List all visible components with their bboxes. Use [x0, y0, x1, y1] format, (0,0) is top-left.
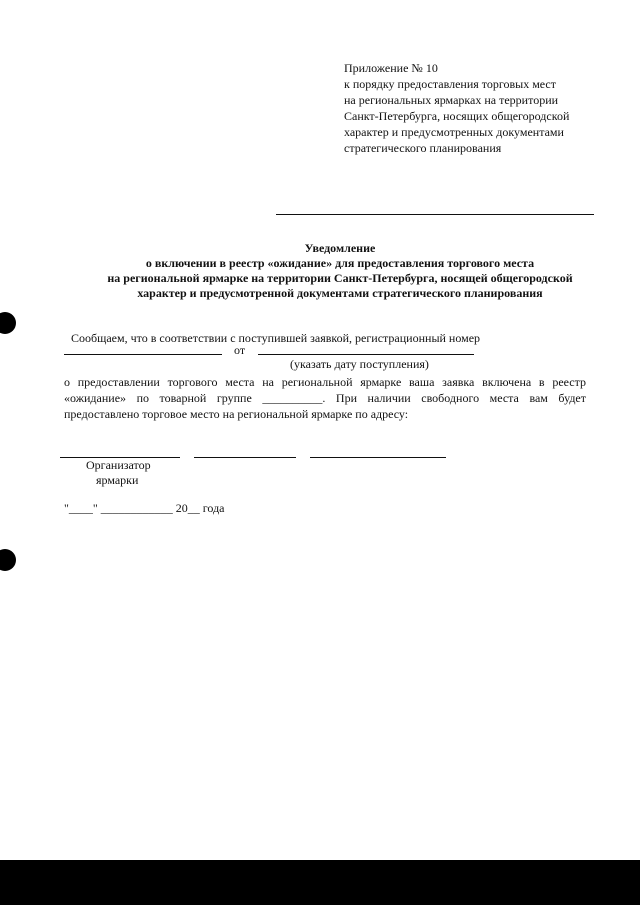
main-paragraph	[64, 374, 586, 422]
title-line: характер и предусмотренной документами стратегического планирования	[137, 286, 543, 300]
punch-hole-top	[0, 312, 16, 334]
title-line: на региональной ярмарке на территории Санкт-Петербурга, носящей общегородской	[107, 271, 573, 285]
full-name-blank	[310, 457, 446, 458]
appendix-line: стратегического планирования	[344, 141, 502, 155]
paragraph-line: предоставлено торговое место на региональной ярмарке по адресу:	[64, 407, 409, 421]
organizer-label	[86, 458, 151, 488]
intro-text: Сообщаем, что в соответствии с поступившей заявкой, регистрационный номер	[71, 331, 481, 345]
recipient-blank-line	[276, 214, 594, 215]
appendix-block	[344, 60, 569, 156]
paragraph-line: о предоставлении торгового места на региональной ярмарке ваша заявка включена в реестр	[64, 375, 586, 389]
title-heading: Уведомление	[304, 241, 376, 255]
document-title	[40, 241, 640, 301]
appendix-line: Санкт-Петербурга, носящих общегородской	[344, 109, 570, 123]
paragraph-line: «ожидание» по товарной группе __________. При наличии свободного места вам будет	[64, 391, 586, 405]
organizer-label-line1: Организатор	[86, 458, 151, 472]
from-word: от	[234, 343, 246, 357]
registration-number-blank	[64, 354, 222, 355]
scan-border-bottom	[0, 860, 640, 905]
date-hint: (указать дату поступления)	[290, 357, 429, 371]
organizer-label-line2: ярмарки	[96, 473, 139, 487]
title-line: о включении в реестр «ожидание» для предоставления торгового места	[145, 256, 535, 270]
appendix-line: характер и предусмотренных документами	[344, 125, 564, 139]
appendix-line: на региональных ярмарках на территории	[344, 93, 559, 107]
punch-hole-bottom	[0, 549, 16, 571]
date-line: "____" ____________ 20__ года	[64, 501, 225, 515]
signature-blank	[194, 457, 296, 458]
appendix-line: к порядку предоставления торговых мест	[344, 77, 556, 91]
date-blank	[258, 354, 474, 355]
appendix-line: Приложение № 10	[344, 61, 438, 75]
